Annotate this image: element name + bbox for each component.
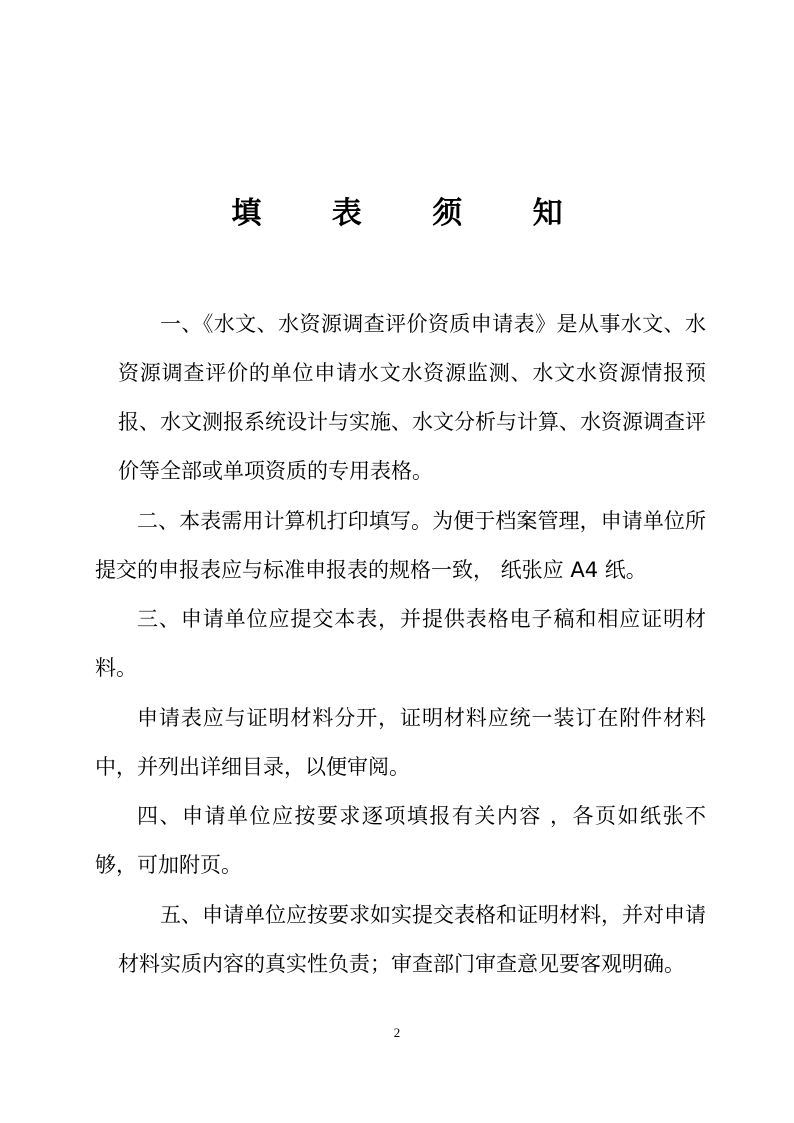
instruction-paragraph-3: 三、申请单位应提交本表，并提供表格电子稿和相应证明材料。 [95, 607, 706, 680]
instruction-paragraph-6: 五、申请单位应按要求如实提交表格和证明材料，并对申请材料实质内容的真实性负责；审查部门审查意见要客观明确。 [118, 903, 706, 976]
instruction-paragraph-2: 二、本表需用计算机打印填写。为便于档案管理，申请单位所提交的申报表应与标准申报表的规格一致， 纸张应 A4 纸。 [95, 509, 706, 582]
instruction-paragraph-5: 四、申请单位应按要求逐项填报有关内容 ，各页如纸张不够，可加附页。 [95, 804, 706, 877]
instruction-paragraph-1: 一、《水文、水资源调查评价资质申请表》是从事水文、水资源调查评价的单位申请水文水资源监测、水文水资源情报预报、水文测报系统设计与实施、水文分析与计算、水资源调查评价等全部或单项资质的专用表格。 [118, 312, 706, 483]
page-number: 2 [393, 1025, 401, 1040]
page-title: 填 表 须 知 [231, 196, 593, 231]
instruction-paragraph-4: 申请表应与证明材料分开，证明材料应统一装订在附件材料中，并列出详细目录，以便审阅。 [95, 706, 706, 779]
